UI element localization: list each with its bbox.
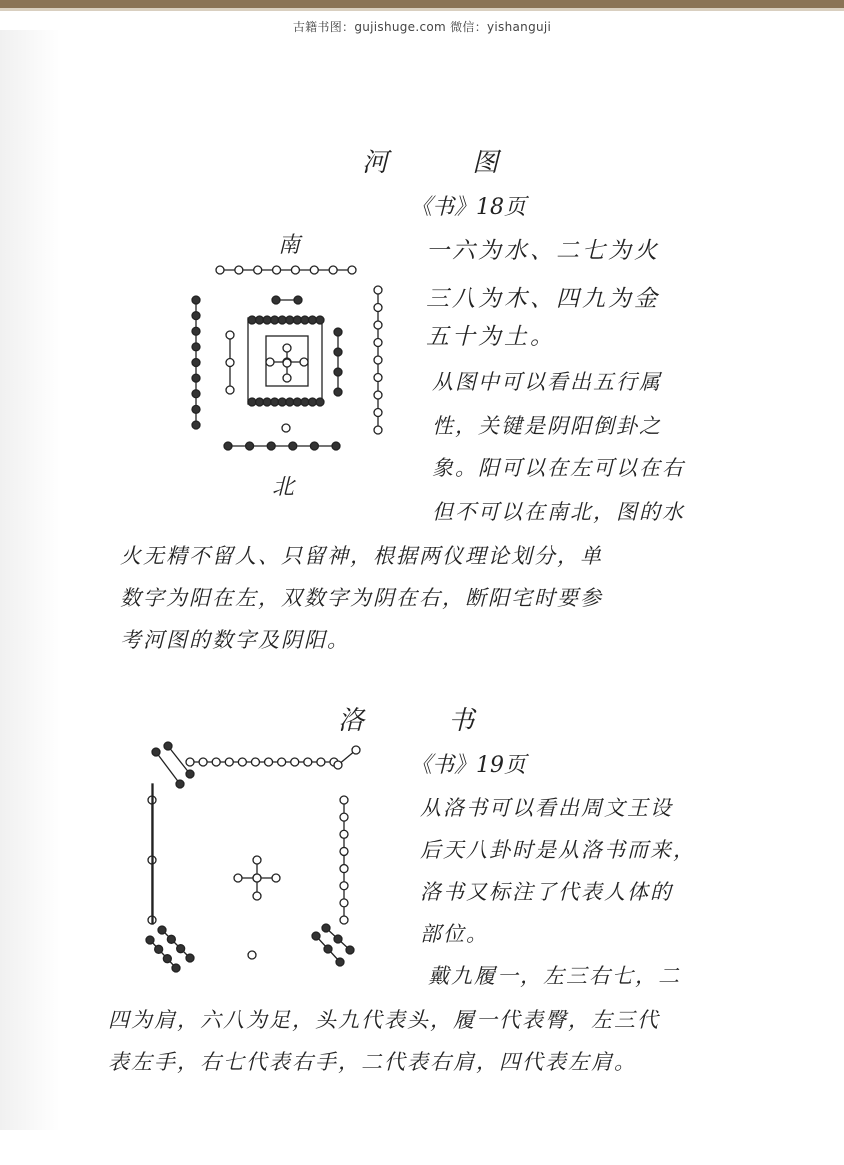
hetu-east-outer: [374, 286, 382, 434]
luoshu-para-line-6: 四为肩，六八为足，头九代表头，履一代表臀，左三代: [108, 1008, 660, 1032]
hetu-para-line-7: 考河图的数字及阴阳。: [120, 628, 350, 652]
hetu-line-1: 一六为水、二七为火: [426, 238, 660, 264]
hetu-line-3: 五十为土。: [426, 324, 556, 350]
hetu-para-line-5: 火无精不留人、只留神，根据两仪理论划分，单: [120, 544, 603, 568]
luoshu-ref: 《书》19页: [410, 753, 526, 778]
hetu-north-outer: [224, 442, 340, 450]
luoshu-para-line-5: 戴九履一，左三右七，二: [428, 964, 681, 988]
hetu-south-inner: [272, 296, 302, 304]
luoshu-para-line-2: 后天八卦时是从洛书而来，: [420, 838, 696, 862]
luoshu-right: [340, 796, 348, 924]
hetu-diagram: [192, 266, 382, 450]
luoshu-diagram: [146, 742, 360, 972]
watermark: 古籍书图：gujishuge.com 微信：yishanguji: [292, 20, 552, 34]
luoshu-nw-a: [152, 748, 184, 788]
hetu-para-line-4: 但不可以在南北，图的水: [432, 500, 685, 524]
hetu-line-2: 三八为木、四九为金: [426, 286, 660, 312]
hetu-para-line-1: 从图中可以看出五行属: [432, 370, 662, 394]
hetu-center-bottom: [248, 398, 324, 406]
hetu-para-line-6: 数字为阳在左，双数字为阴在右，断阳宅时要参: [120, 586, 603, 610]
hetu-west-inner: [226, 331, 234, 394]
hetu-center-top: [248, 316, 324, 324]
hetu-para-line-2: 性，关键是阴阳倒卦之: [432, 414, 662, 438]
hetu-north-inner: [282, 424, 290, 432]
hetu-center-v: [283, 344, 291, 382]
hetu-west-outer: [192, 296, 200, 429]
hetu-para-line-3: 象。阳可以在左可以在右: [432, 456, 685, 480]
hetu-east-inner: [334, 328, 342, 396]
luoshu-center-v: [253, 856, 261, 900]
luoshu-top: [186, 758, 338, 766]
hetu-south-outer: [216, 266, 356, 274]
hetu-ref: 《书》18页: [410, 195, 526, 220]
luoshu-diagonal-top-right: [334, 746, 360, 769]
hetu-north-label: 北: [272, 475, 295, 500]
luoshu-bottom-dot: [248, 951, 256, 959]
luoshu-para-line-1: 从洛书可以看出周文王设: [420, 796, 673, 820]
hetu-south-label: 南: [278, 233, 301, 258]
luoshu-para-line-3: 洛书又标注了代表人体的: [420, 880, 673, 904]
luoshu-para-line-7: 表左手，右七代表右手，二代表右肩，四代表左肩。: [108, 1050, 637, 1074]
hetu-title: 河 图: [362, 148, 537, 178]
luoshu-para-line-4: 部位。: [420, 922, 489, 946]
luoshu-title: 洛 书: [338, 706, 513, 736]
luoshu-frame-left: [152, 784, 153, 924]
